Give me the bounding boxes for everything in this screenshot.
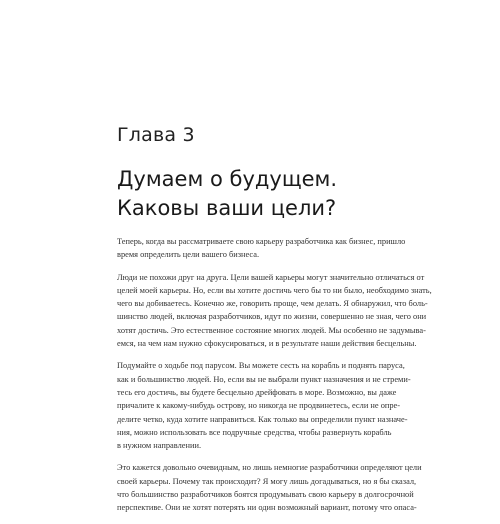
text-line: Это кажется довольно очевидным, но лишь немногие разработчики определяют цели — [117, 463, 422, 473]
text-line: Подумайте о ходьбе под парусом. Вы можете сесть на корабль и поднять паруса, — [117, 361, 405, 371]
text-line: своей карьеры. Почему так происходит? Я могу лишь догадываться, но я бы сказал, — [117, 476, 417, 486]
text-line: как и большинство людей. Но, если вы не выбрали пункт назначения и не стреми- — [117, 374, 411, 384]
text-line: что большинство разработчиков боятся продумывать свою карьеру в долгосрочной — [117, 490, 414, 500]
text-line: емся, на чем нам нужно сфокусироваться, и в результате наши действия бесцельны. — [117, 339, 417, 349]
text-line: Теперь, когда вы рассматриваете свою карьеру разработчика как бизнес, пришло — [117, 237, 406, 246]
paragraph — [117, 359, 411, 452]
chapter-label: Глава 3 — [117, 124, 195, 146]
text-line: чего вы добиваетесь. Конечно же, говорить проще, чем делать. Я обнаружил, что боль- — [117, 299, 428, 309]
text-line: Люди не похожи друг на друга. Цели вашей карьеры могут значительно отличаться от — [117, 272, 425, 282]
text-line: хотят достичь. Это естественное состояние многих людей. Мы особенно не задумыва- — [117, 325, 426, 335]
chapter-title-line: Каковы ваши цели? — [117, 196, 337, 220]
text-line: ния, можно использовать все подручные средства, чтобы развернуть корабль — [117, 427, 392, 437]
text-line: делите четко, куда хотите направиться. Как только вы определили пункт назначе- — [117, 414, 408, 424]
body-text — [117, 235, 432, 524]
paragraph — [117, 235, 406, 262]
text-line: время определить цели вашего бизнеса. — [117, 250, 260, 260]
paragraph — [117, 461, 422, 514]
text-line: целей моей карьеры. Но, если вы хотите достичь чего бы то ни было, необходимо знать, — [117, 285, 432, 295]
text-line: причалите к какому-нибудь острову, но никогда не продвинетесь, если не опре- — [117, 401, 401, 411]
text-line: в нужном направлении. — [117, 441, 202, 451]
text-line: шинство людей, включая разработчиков, идут по жизни, совершенно не зная, чего они — [117, 312, 427, 322]
paragraph — [117, 271, 432, 351]
text-line: перспективе. Они не хотят потерять ни один возможный вариант, потому что опаса- — [117, 503, 417, 513]
chapter-title — [117, 165, 417, 223]
text-line: тесь его достичь, вы будете бесцельно дрейфовать в море. Возможно, вы даже — [117, 387, 397, 397]
chapter-title-line: Думаем о будущем. — [117, 167, 338, 191]
